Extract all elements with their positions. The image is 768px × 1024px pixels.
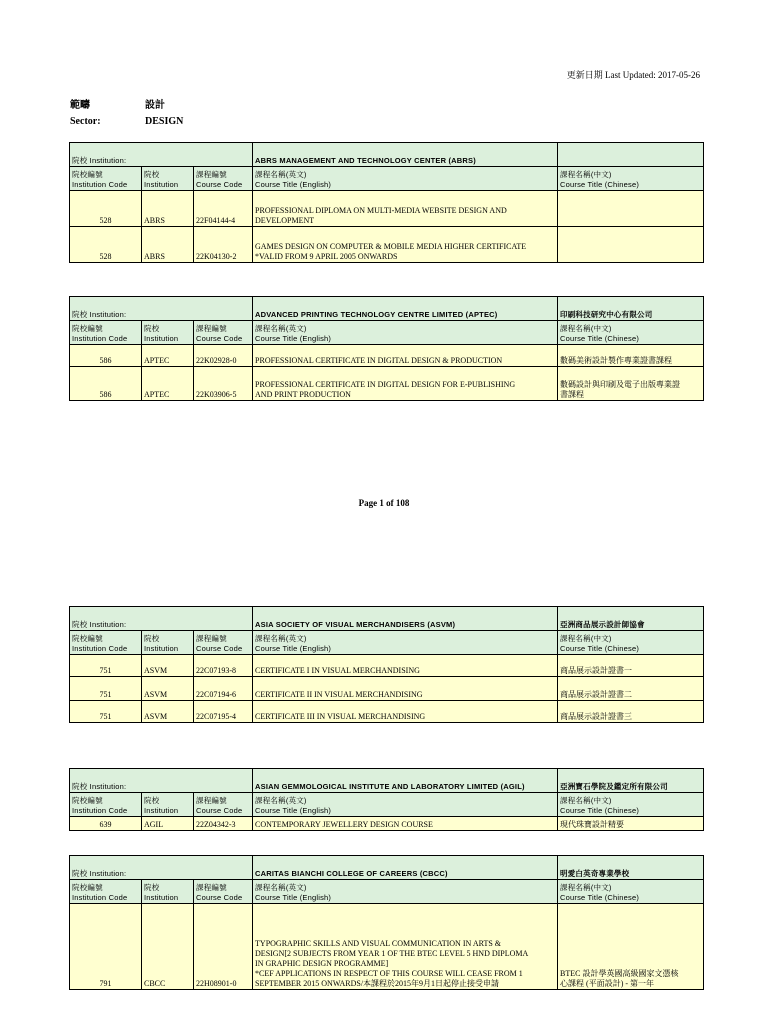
- course-title-english-cell-line: *VALID FROM 9 APRIL 2005 ONWARDS: [255, 252, 398, 261]
- course-title-english-cell: [253, 191, 558, 227]
- institution-name-en: ASIAN GEMMOLOGICAL INSTITUTE AND LABORATORY LIMITED (AGIL): [253, 769, 558, 793]
- header-course-code-en: Course Code: [196, 644, 243, 653]
- institution-cell: ASVM: [142, 655, 194, 677]
- table-row: [70, 655, 704, 677]
- header-title-chinese-zh: 課程名稱(中文): [560, 796, 612, 805]
- course-title-chinese-cell: [558, 367, 704, 401]
- course-title-english-cell-line: *CEF APPLICATIONS IN RESPECT OF THIS COURSE WILL CEASE FROM 1: [255, 969, 523, 978]
- header-title-chinese-en: Course Title (Chinese): [560, 806, 640, 815]
- course-title-english-cell-line: CERTIFICATE III IN VISUAL MERCHANDISING: [255, 712, 426, 721]
- course-title-chinese-cell-line: BTEC 設計學英國高級國家文憑核: [560, 969, 679, 978]
- institution-code-cell: 528: [70, 191, 142, 227]
- institution-table: [69, 855, 704, 990]
- header-institution-code-en: Institution Code: [72, 180, 128, 189]
- course-title-english-cell-line: AND PRINT PRODUCTION: [255, 390, 351, 399]
- header-institution: [142, 631, 194, 655]
- table-row: [70, 191, 704, 227]
- header-institution-code-en: Institution Code: [72, 644, 128, 653]
- header-course-code: [194, 167, 253, 191]
- course-title-chinese-cell: [558, 904, 704, 990]
- header-institution-en: Institution: [144, 806, 179, 815]
- header-course-code: [194, 880, 253, 904]
- header-institution-code-en: Institution Code: [72, 334, 128, 343]
- institution-cell: APTEC: [142, 345, 194, 367]
- header-institution-code: [70, 167, 142, 191]
- institution-cell: ASVM: [142, 701, 194, 723]
- institution-label: 院校 Institution:: [70, 856, 253, 880]
- institution-code-cell: 639: [70, 817, 142, 831]
- header-institution-zh: 院校: [144, 883, 160, 892]
- header-title-english-zh: 課程名稱(英文): [255, 883, 307, 892]
- institution-cell: CBCC: [142, 904, 194, 990]
- course-title-english-cell: [253, 904, 558, 990]
- header-title-english-en: Course Title (English): [255, 644, 332, 653]
- header-title-english-en: Course Title (English): [255, 334, 332, 343]
- course-title-english-cell: [253, 345, 558, 367]
- institution-table: [69, 606, 704, 723]
- header-title-chinese-zh: 課程名稱(中文): [560, 170, 612, 179]
- course-title-chinese-cell: [558, 817, 704, 831]
- institution-cell: APTEC: [142, 367, 194, 401]
- header-institution-zh: 院校: [144, 634, 160, 643]
- institution-name-zh: 亞洲商品展示設計師協會: [558, 607, 704, 631]
- header-course-code: [194, 793, 253, 817]
- header-course-code-en: Course Code: [196, 806, 243, 815]
- header-institution-en: Institution: [144, 180, 179, 189]
- course-code-cell: 22K03906-5: [194, 367, 253, 401]
- header-institution-code-en: Institution Code: [72, 806, 128, 815]
- course-title-english-cell-line: DESIGN[2 SUBJECTS FROM YEAR 1 OF THE BTEC LEVEL 5 HND DIPLOMA: [255, 949, 529, 958]
- institution-label: 院校 Institution:: [70, 143, 253, 167]
- course-title-chinese-cell-line: 數碼美術設計製作專業證書課程: [560, 356, 673, 365]
- header-title-chinese: [558, 321, 704, 345]
- institution-table: [69, 768, 704, 831]
- institution-code-cell: 586: [70, 367, 142, 401]
- header-title-chinese: [558, 631, 704, 655]
- table-row: [70, 345, 704, 367]
- course-code-cell: 22H08901-0: [194, 904, 253, 990]
- institution-name-zh: 亞洲寶石學院及鑑定所有限公司: [558, 769, 704, 793]
- header-institution: [142, 167, 194, 191]
- course-code-cell: 22C07193-8: [194, 655, 253, 677]
- header-title-english-zh: 課程名稱(英文): [255, 170, 307, 179]
- header-course-code: [194, 631, 253, 655]
- header-title-chinese: [558, 793, 704, 817]
- header-institution-en: Institution: [144, 334, 179, 343]
- institution-code-cell: 751: [70, 655, 142, 677]
- course-title-english-cell: [253, 677, 558, 701]
- header-title-english-en: Course Title (English): [255, 893, 332, 902]
- institution-cell: ABRS: [142, 191, 194, 227]
- header-institution-zh: 院校: [144, 170, 160, 179]
- course-title-english-cell-line: CERTIFICATE II IN VISUAL MERCHANDISING: [255, 690, 423, 699]
- institution-name-en: ADVANCED PRINTING TECHNOLOGY CENTRE LIMITED (APTEC): [253, 297, 558, 321]
- header-institution-code-zh: 院校編號: [72, 883, 103, 892]
- course-code-cell: 22K04130-2: [194, 227, 253, 263]
- header-institution-code-zh: 院校編號: [72, 796, 103, 805]
- course-title-chinese-cell: [558, 191, 704, 227]
- header-title-chinese: [558, 167, 704, 191]
- institution-cell: AGIL: [142, 817, 194, 831]
- header-title-english-en: Course Title (English): [255, 806, 332, 815]
- institution-name-en: ABRS MANAGEMENT AND TECHNOLOGY CENTER (ABRS): [253, 143, 558, 167]
- institution-cell: ABRS: [142, 227, 194, 263]
- course-code-cell: 22C07194-6: [194, 677, 253, 701]
- header-institution-code-zh: 院校編號: [72, 324, 103, 333]
- header-course-code-en: Course Code: [196, 334, 243, 343]
- institution-code-cell: 791: [70, 904, 142, 990]
- institution-name-zh: 印刷科技研究中心有限公司: [558, 297, 704, 321]
- course-title-chinese-cell-line: 商品展示設計證書二: [560, 690, 633, 699]
- header-title-english: [253, 321, 558, 345]
- header-course-code-zh: 課程編號: [196, 883, 227, 892]
- course-title-english-cell-line: PROFESSIONAL CERTIFICATE IN DIGITAL DESIGN FOR E-PUBLISHING: [255, 380, 516, 389]
- header-title-english: [253, 631, 558, 655]
- course-code-cell: 22Z04342-3: [194, 817, 253, 831]
- header-title-chinese-en: Course Title (Chinese): [560, 180, 640, 189]
- table-row: [70, 367, 704, 401]
- institution-code-cell: 586: [70, 345, 142, 367]
- course-title-english-cell-line: PROFESSIONAL CERTIFICATE IN DIGITAL DESIGN & PRODUCTION: [255, 356, 503, 365]
- course-title-english-cell-line: DEVELOPMENT: [255, 216, 315, 225]
- header-title-chinese-en: Course Title (Chinese): [560, 334, 640, 343]
- header-title-english: [253, 167, 558, 191]
- header-institution-code: [70, 880, 142, 904]
- header-course-code-zh: 課程編號: [196, 324, 227, 333]
- header-title-chinese-zh: 課程名稱(中文): [560, 324, 612, 333]
- institution-label: 院校 Institution:: [70, 769, 253, 793]
- course-title-english-cell: [253, 701, 558, 723]
- header-title-english-zh: 課程名稱(英文): [255, 634, 307, 643]
- sector-value-zh: 設計: [145, 100, 165, 111]
- header-course-code-en: Course Code: [196, 180, 243, 189]
- header-title-chinese-en: Course Title (Chinese): [560, 644, 640, 653]
- header-title-chinese-zh: 課程名稱(中文): [560, 634, 612, 643]
- institution-cell: ASVM: [142, 677, 194, 701]
- course-title-english-cell: [253, 367, 558, 401]
- sector-label-en: Sector:: [70, 116, 101, 127]
- course-code-cell: 22K02928-0: [194, 345, 253, 367]
- header-title-english-zh: 課程名稱(英文): [255, 324, 307, 333]
- table-row: [70, 817, 704, 831]
- header-institution-code: [70, 631, 142, 655]
- course-title-chinese-cell-line: 商品展示設計證書一: [560, 666, 633, 675]
- course-title-english-cell-line: CONTEMPORARY JEWELLERY DESIGN COURSE: [255, 820, 433, 829]
- header-title-chinese-en: Course Title (Chinese): [560, 893, 640, 902]
- course-code-cell: 22F04144-4: [194, 191, 253, 227]
- header-course-code: [194, 321, 253, 345]
- course-title-english-cell-line: IN GRAPHIC DESIGN PROGRAMME]: [255, 959, 389, 968]
- course-title-english-cell-line: CERTIFICATE I IN VISUAL MERCHANDISING: [255, 666, 420, 675]
- header-institution-code: [70, 321, 142, 345]
- course-title-chinese-cell: [558, 677, 704, 701]
- header-course-code-zh: 課程編號: [196, 170, 227, 179]
- header-course-code-zh: 課程編號: [196, 796, 227, 805]
- course-title-english-cell: [253, 655, 558, 677]
- header-course-code-zh: 課程編號: [196, 634, 227, 643]
- sector-label-zh: 範疇: [70, 100, 90, 111]
- header-institution-code: [70, 793, 142, 817]
- institution-name-en: CARITAS BIANCHI COLLEGE OF CAREERS (CBCC): [253, 856, 558, 880]
- header-title-english: [253, 880, 558, 904]
- header-course-code-en: Course Code: [196, 893, 243, 902]
- table-row: [70, 677, 704, 701]
- header-institution: [142, 880, 194, 904]
- course-title-english-cell-line: TYPOGRAPHIC SKILLS AND VISUAL COMMUNICATION IN ARTS &: [255, 939, 502, 948]
- header-institution-code-en: Institution Code: [72, 893, 128, 902]
- header-title-chinese: [558, 880, 704, 904]
- institution-name-zh: [558, 143, 704, 167]
- header-title-english-zh: 課程名稱(英文): [255, 796, 307, 805]
- course-title-chinese-cell-line: 現代珠寶設計精要: [560, 820, 625, 829]
- table-row: [70, 227, 704, 263]
- header-title-english: [253, 793, 558, 817]
- last-updated: 更新日期 Last Updated: 2017-05-26: [566, 70, 700, 80]
- header-institution: [142, 793, 194, 817]
- page-number: Page 1 of 108: [358, 498, 410, 508]
- table-row: [70, 904, 704, 990]
- course-title-english-cell-line: PROFESSIONAL DIPLOMA ON MULTI-MEDIA WEBSITE DESIGN AND: [255, 206, 507, 215]
- header-title-chinese-zh: 課程名稱(中文): [560, 883, 612, 892]
- header-institution-code-zh: 院校編號: [72, 634, 103, 643]
- sector-value-en: DESIGN: [145, 116, 184, 127]
- institution-name-zh: 明愛白英奇專業學校: [558, 856, 704, 880]
- course-title-chinese-cell: [558, 227, 704, 263]
- institution-name-en: ASIA SOCIETY OF VISUAL MERCHANDISERS (ASVM): [253, 607, 558, 631]
- header-institution: [142, 321, 194, 345]
- course-title-chinese-cell: [558, 345, 704, 367]
- sector-block: [70, 98, 183, 130]
- course-title-chinese-cell-line: 心課程 (平面設計) - 第一年: [560, 979, 655, 988]
- header-institution-zh: 院校: [144, 324, 160, 333]
- course-title-english-cell-line: GAMES DESIGN ON COMPUTER & MOBILE MEDIA HIGHER CERTIFICATE: [255, 242, 527, 251]
- header-institution-code-zh: 院校編號: [72, 170, 103, 179]
- institution-code-cell: 751: [70, 677, 142, 701]
- header-title-english-en: Course Title (English): [255, 180, 332, 189]
- institution-code-cell: 751: [70, 701, 142, 723]
- header-institution-en: Institution: [144, 893, 179, 902]
- institution-table: [69, 142, 704, 263]
- course-title-chinese-cell-line: 商品展示設計證書三: [560, 712, 633, 721]
- course-title-chinese-cell: [558, 701, 704, 723]
- course-title-chinese-cell-line: 書課程: [560, 390, 585, 399]
- header-institution-zh: 院校: [144, 796, 160, 805]
- course-title-chinese-cell-line: 數碼設計與印刷及電子出版專業證: [560, 380, 681, 389]
- course-code-cell: 22C07195-4: [194, 701, 253, 723]
- institution-code-cell: 528: [70, 227, 142, 263]
- institution-label: 院校 Institution:: [70, 607, 253, 631]
- table-row: [70, 701, 704, 723]
- institution-table: [69, 296, 704, 401]
- course-title-chinese-cell: [558, 655, 704, 677]
- course-title-english-cell: [253, 227, 558, 263]
- course-title-english-cell-line: SEPTEMBER 2015 ONWARDS/本課程於2015年9月1日起停止接受申請: [255, 979, 500, 988]
- header-institution-en: Institution: [144, 644, 179, 653]
- course-title-english-cell: [253, 817, 558, 831]
- institution-label: 院校 Institution:: [70, 297, 253, 321]
